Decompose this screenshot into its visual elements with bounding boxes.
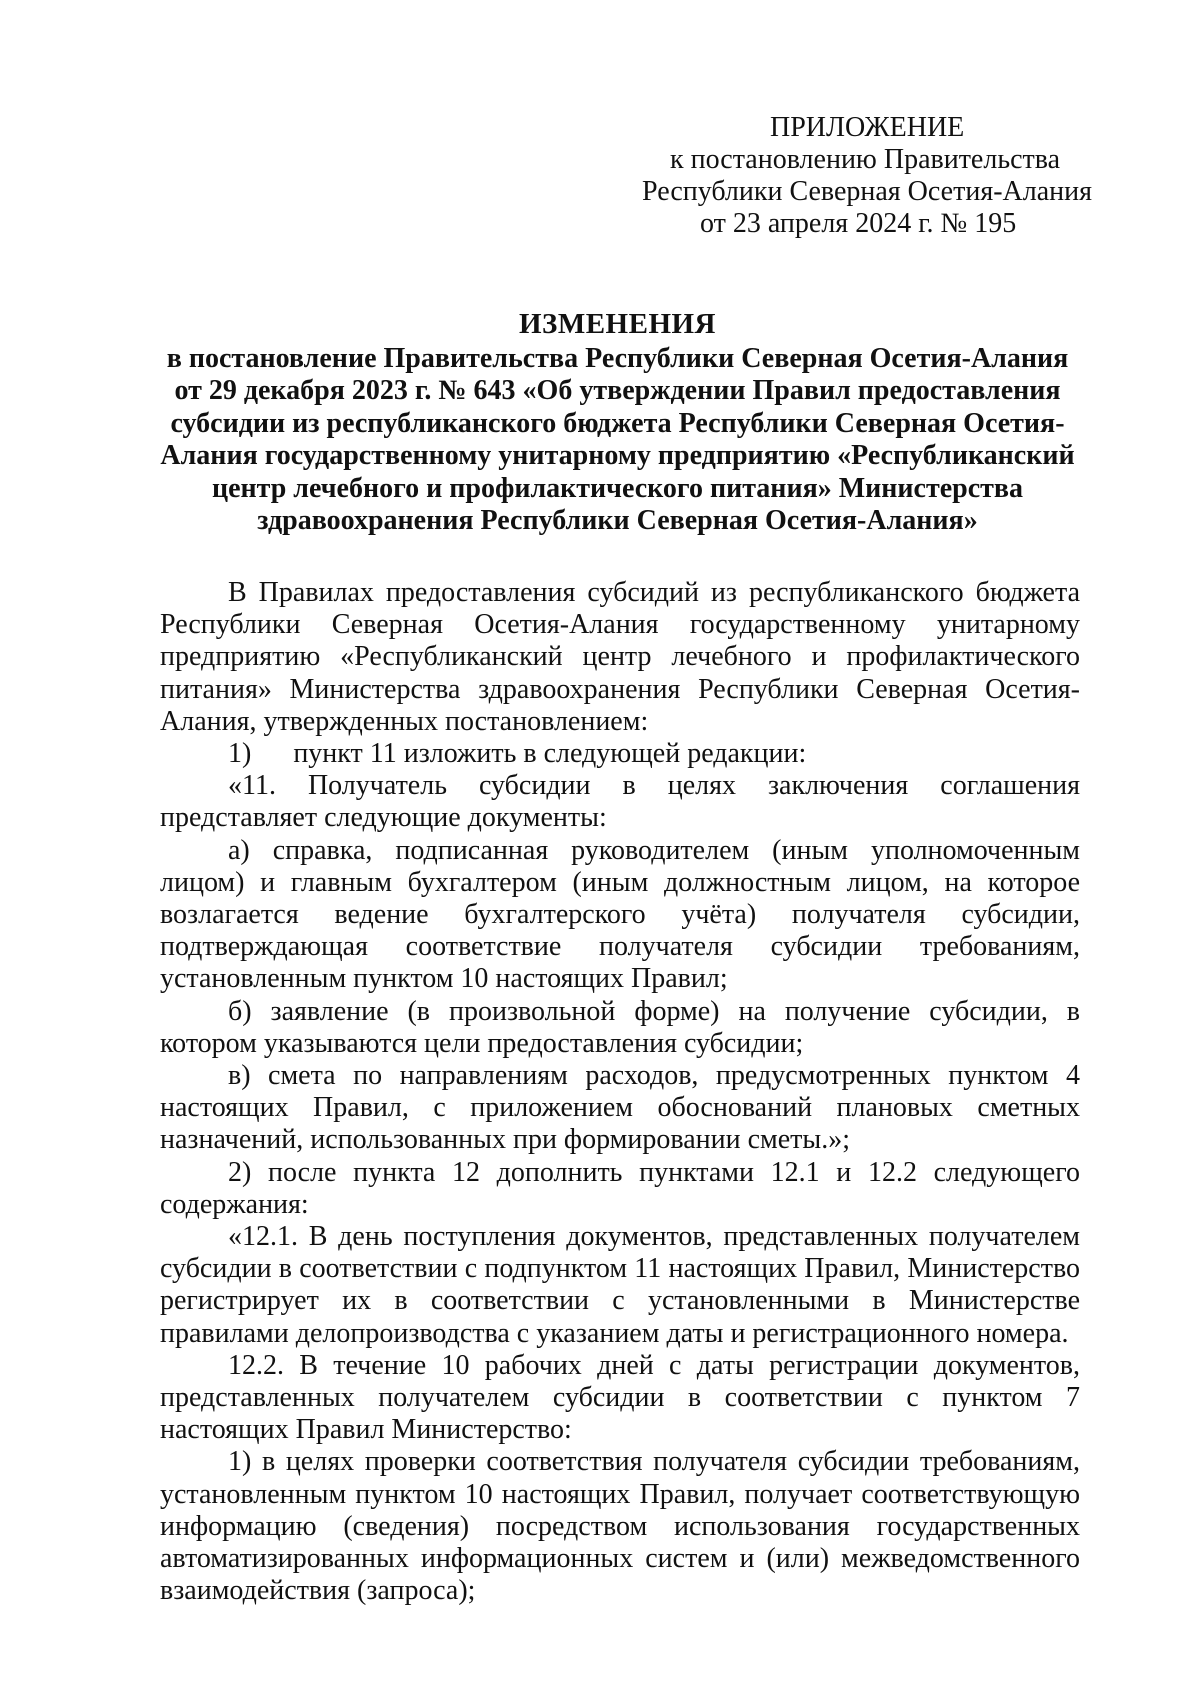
paragraph-clause-12-2: 12.2. В течение 10 рабочих дней с даты регистрации документов, представленных получателем субсидии в соответствии с пунктом 7 настоящих Правил Министерство: [160,1349,1080,1446]
paragraph-subitem-1: 1) в целях проверки соответствия получателя субсидии требованиям, установленным пунктом 10 настоящих Правил, получает соответствующую информацию (сведения) посредством использования государственных автоматизированных информационных систем и (или) межведомственного взаимодействия (запроса); [160,1446,1080,1607]
appendix-title: ПРИЛОЖЕНИЕ [770,112,965,143]
appendix-header [620,112,1100,240]
document-body [160,577,1080,1608]
appendix-republic: Республики Северная Осетия-Алания [642,176,1092,207]
title-heading: ИЗМЕНЕНИЯ [518,308,717,340]
document-title [155,308,1080,538]
appendix-date-number: от 23 апреля 2024 г. № 195 [700,208,1017,239]
title-line: от 29 декабря 2023 г. № 643 «Об утверждении Правил предоставления [174,375,1061,406]
paragraph-clause-12-1: «12.1. В день поступления документов, представленных получателем субсидии в соответствии с подпунктом 11 настоящих Правил, Министерство регистрирует их в соответствии с установленными в Министерстве правилами делопроизводства с указанием даты и регистрационного номера. [160,1221,1080,1349]
appendix-reference: к постановлению Правительства [670,144,1061,175]
title-line: центр лечебного и профилактического питания» Министерства [211,472,1024,504]
title-line: в постановление Правительства Республики Северная Осетия-Алания [166,342,1069,374]
paragraph-clause-v: в) смета по направлениям расходов, предусмотренных пунктом 4 настоящих Правил, с приложением обоснований плановых сметных назначений, использованных при формировании сметы.»; [160,1060,1080,1156]
paragraph-item-1: 1) пункт 11 изложить в следующей редакции: [228,738,807,770]
title-line: Алания государственному унитарному предприятию «Республиканский [160,440,1075,471]
paragraph-clause-11: «11. Получатель субсидии в целях заключения соглашения представляет следующие документы: [160,770,1080,834]
paragraph-clause-a: а) справка, подписанная руководителем (иным уполномоченным лицом) и главным бухгалтером (иным должностным лицом, на которое возлагается ведение бухгалтерского учёта) получателя субсидии, подтверждающая соответствие получателя субсидии требованиям, установленным пунктом 10 настоящих Правил; [160,834,1080,995]
title-line: здравоохранения Республики Северная Осетия-Алания» [257,505,978,536]
title-line: субсидии из республиканского бюджета Республики Северная Осетия- [170,407,1065,439]
paragraph-clause-b: б) заявление (в произвольной форме) на получение субсидии, в котором указываются цели предоставления субсидии; [160,995,1080,1059]
paragraph-item-2: 2) после пункта 12 дополнить пунктами 12.1 и 12.2 следующего содержания: [160,1156,1080,1220]
paragraph-intro: В Правилах предоставления субсидий из республиканского бюджета Республики Северная Осетия-Алания государственному унитарному предприятию «Республиканский центр лечебного и профилактического питания» Министерства здравоохранения Республики Северная Осетия-Алания, утвержденных постановлением: [160,577,1080,737]
